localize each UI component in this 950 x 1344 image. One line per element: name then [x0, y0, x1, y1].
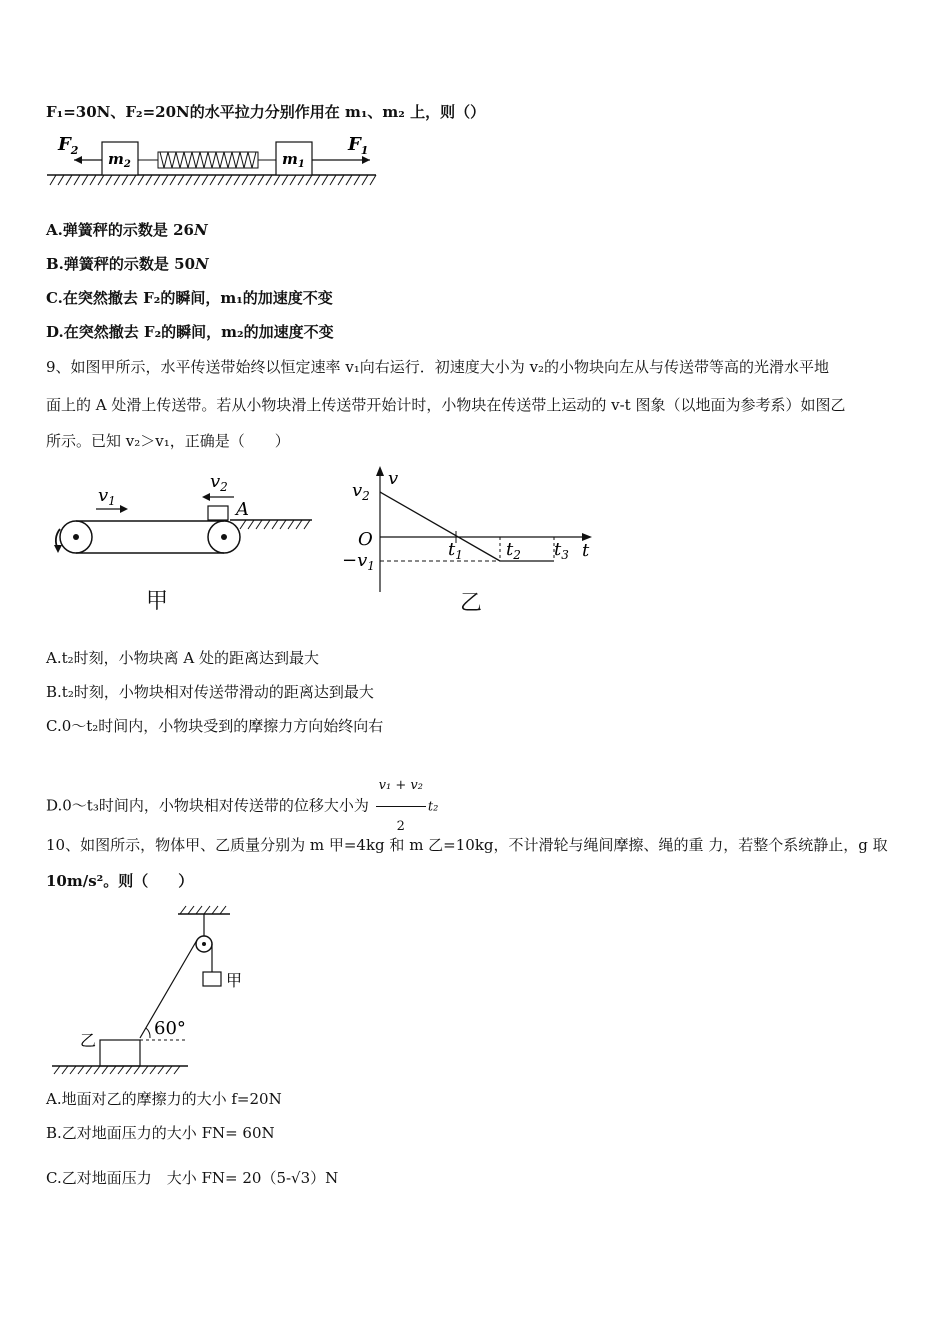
- svg-text:F1: $F_1$: [348, 134, 369, 157]
- q8-option-d: D.在突然撤去 F₂的瞬间，m₂的加速度不变: [46, 323, 334, 341]
- q9-option-c: C.0～t₂时间内，小物块受到的摩擦力方向始终向右: [46, 717, 384, 735]
- q8-option-b: B.弹簧秤的示数是 50N: [46, 255, 209, 273]
- q8-forces: F₁=30N、F₂=20N: [46, 103, 190, 121]
- q10-option-b: B.乙对地面压力的大小 FN= 60N: [46, 1124, 275, 1142]
- svg-text:v2: $v_2$: [210, 471, 228, 494]
- svg-text:t2: $t_2$: [506, 539, 521, 562]
- axis-label-v: v: [388, 468, 399, 489]
- label-angle: 60°: [154, 1018, 186, 1039]
- q8-intro: 的水平拉力分别作用在 m₁、m₂ 上，则（）: [189, 103, 486, 121]
- label-v2-conveyor: v: [210, 471, 221, 492]
- q8-spring-figure: [44, 130, 380, 188]
- q9-conveyor-figure: [40, 465, 320, 620]
- small-block: [208, 506, 228, 520]
- svg-text:−v1: $-v_1$: [342, 550, 375, 573]
- label-v2-graph: v: [352, 480, 363, 501]
- svg-text:m1: $m_1$: [282, 150, 305, 170]
- fraction: $\frac{\text{v₁ + v₂}}{2}$: [376, 766, 426, 847]
- q9-vt-graph: [336, 462, 606, 592]
- svg-text:m2: $m_2$: [108, 150, 131, 170]
- q9-stem-line1: 9、如图甲所示，水平传送带始终以恒定速率 v₁向右运行．初速度大小为 v₂的小物块向左从与传送带等高的光滑水平地: [46, 358, 830, 376]
- label-jia: 甲: [226, 971, 243, 990]
- label-yi: 乙: [80, 1031, 97, 1050]
- svg-text:t1: $t_1$: [448, 539, 463, 562]
- q8-intro-line: [46, 102, 485, 122]
- svg-text:v2: $v_2$: [352, 480, 370, 503]
- label-m2: m: [108, 150, 124, 168]
- label-t1: t: [448, 539, 456, 560]
- q9-stem-line2: 面上的 A 处滑上传送带。若从小物块滑上传送带开始计时，小物块在传送带上运动的 v-t 图象（以地面为参考系）如图乙: [46, 396, 846, 414]
- axis-label-t: t: [582, 540, 590, 561]
- q10-pulley-figure: [46, 904, 246, 1076]
- block-jia: [203, 972, 221, 986]
- svg-text:t3: $t_3$: [554, 539, 569, 562]
- label-t2: t: [506, 539, 514, 560]
- origin-label: O: [358, 529, 373, 550]
- q10-option-a: A.地面对乙的摩擦力的大小 f=20N: [46, 1090, 282, 1108]
- q9-caption-jia: 甲: [146, 589, 169, 614]
- q9-option-a: A.t₂时刻，小物块离 A 处的距离达到最大: [46, 649, 320, 667]
- q8-option-c: C.在突然撤去 F₂的瞬间，m₁的加速度不变: [46, 289, 333, 307]
- label-A: A: [236, 499, 249, 520]
- q8-option-a: A.弹簧秤的示数是 26N: [46, 221, 208, 239]
- q9-caption-yi: 乙: [460, 591, 483, 616]
- label-m1: m: [282, 150, 298, 168]
- q10-stem-line1: 10、如图所示，物体甲、乙质量分别为 m 甲=4kg 和 m 乙=10kg，不计滑轮与绳间摩擦、绳的重 力，若整个系统静止，g 取: [46, 836, 888, 854]
- q10-stem-line2: 10m/s²。则（ ）: [46, 872, 194, 890]
- q10-option-c: C.乙对地面压力 大小 FN= 20（5-√3）N: [46, 1169, 339, 1187]
- q9-stem-line3: 所示。已知 v₂＞v₁，正确是（ ）: [46, 432, 290, 450]
- label-neg-v1: −v: [342, 550, 368, 571]
- block-yi: [100, 1040, 140, 1066]
- q9-option-d: D.0～t₃时间内，小物块相对传送带的位移大小为 $\frac{\text{v₁ + v₂}}{2}$ t₂: [46, 766, 438, 847]
- label-v1-conveyor: v: [98, 485, 109, 506]
- spring: [138, 152, 276, 168]
- label-t3: t: [554, 539, 562, 560]
- label-F1: F: [348, 134, 361, 155]
- q9-option-b: B.t₂时刻，小物块相对传送带滑动的距离达到最大: [46, 683, 374, 701]
- label-F2: F: [58, 134, 71, 155]
- vt-decline: [380, 492, 500, 561]
- svg-text:F2: $F_2$: [58, 134, 79, 157]
- svg-text:v1: $v_1$: [98, 485, 116, 508]
